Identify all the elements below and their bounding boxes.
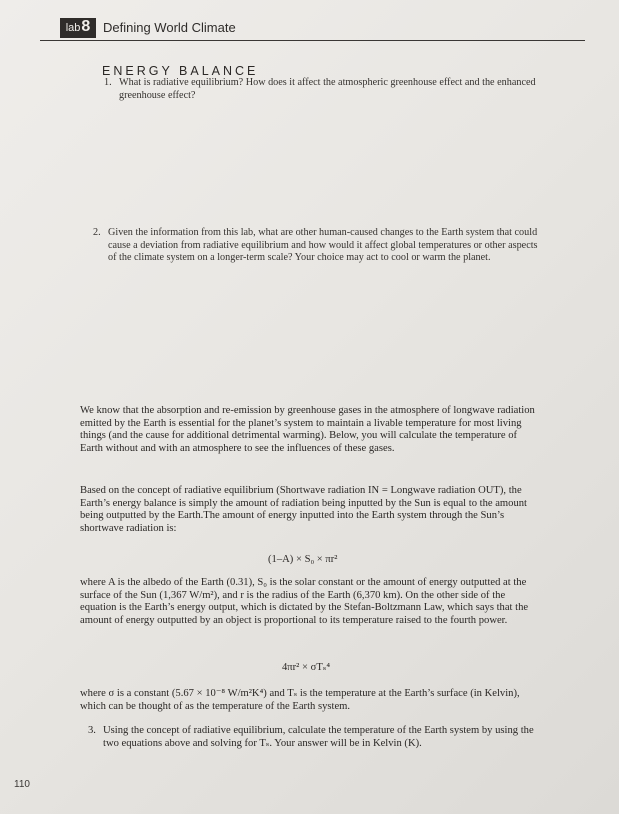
lab-word: lab — [65, 22, 81, 34]
longwave-equation: 4πr² × σTₛ⁴ — [282, 662, 331, 673]
lab-number-tab — [60, 18, 96, 38]
question-number: 1. — [104, 77, 112, 88]
chapter-title: Defining World Climate — [103, 20, 236, 35]
question-number: 3. — [88, 725, 96, 736]
sigma-paragraph: where σ is a constant (5.67 × 10⁻⁸ W/m²K⁴) and Tₛ is the temperature at the Earth’s surface (in Kelvin), which can be thought of as the temperature of the Earth system. — [80, 688, 520, 712]
question-text: Given the information from this lab, what are other human-caused changes to the Earth system that could cause a deviation from radiative equilibrium and how would it affect global temperatures or other aspects of the climate system on a longer-term scale? Your choice may act to cool or warm the planet. — [108, 227, 538, 263]
intro-paragraph: We know that the absorption and re-emission by greenhouse gases in the atmosphere of longwave radiation emitted by the Earth is essential for the planet’s system to maintain a livable temperature for most living things (and the cause for additional detrimental warming). Below, you will calculate the temperature of Earth without and with an atmosphere to see the influences of these gases. — [80, 405, 535, 454]
lab-number: 8 — [81, 18, 91, 35]
question-number: 2. — [93, 227, 101, 238]
question-text: Using the concept of radiative equilibrium, calculate the temperature of the Earth system by using the two equations above and solving for Tₛ. Your answer will be in Kelvin (K). — [103, 725, 534, 749]
question-3 — [88, 725, 540, 750]
shortwave-equation: (1–A) × S₀ × πr² — [268, 554, 338, 565]
question-2 — [93, 227, 540, 265]
question-1 — [104, 77, 539, 102]
question-text: What is radiative equilibrium? How does it affect the atmospheric greenhouse effect and the enhanced greenhouse effect? — [119, 77, 536, 101]
albedo-paragraph: where A is the albedo of the Earth (0.31), S₀ is the solar constant or the amount of energy outputted at the surface of the Sun (1,367 W/m²), and r is the radius of the Earth (6,370 km). On the other side of the equation is the Earth’s energy output, which is dictated by the Stefan-Boltzmann Law, which says that the amount of energy outputted by an object is proportional to its temperature raised to the fourth power. — [80, 577, 529, 626]
page-number: 110 — [14, 779, 30, 790]
section-title: ENERGY BALANCE — [102, 64, 259, 78]
balance-paragraph: Based on the concept of radiative equilibrium (Shortwave radiation IN = Longwave radiation OUT), the Earth’s energy balance is simply the amount of radiation being inputted by the Sun is equal to the amount being outputted by the Earth.The amount of energy inputted into the Earth system through the Sun’s shortwave radiation is: — [80, 485, 528, 534]
